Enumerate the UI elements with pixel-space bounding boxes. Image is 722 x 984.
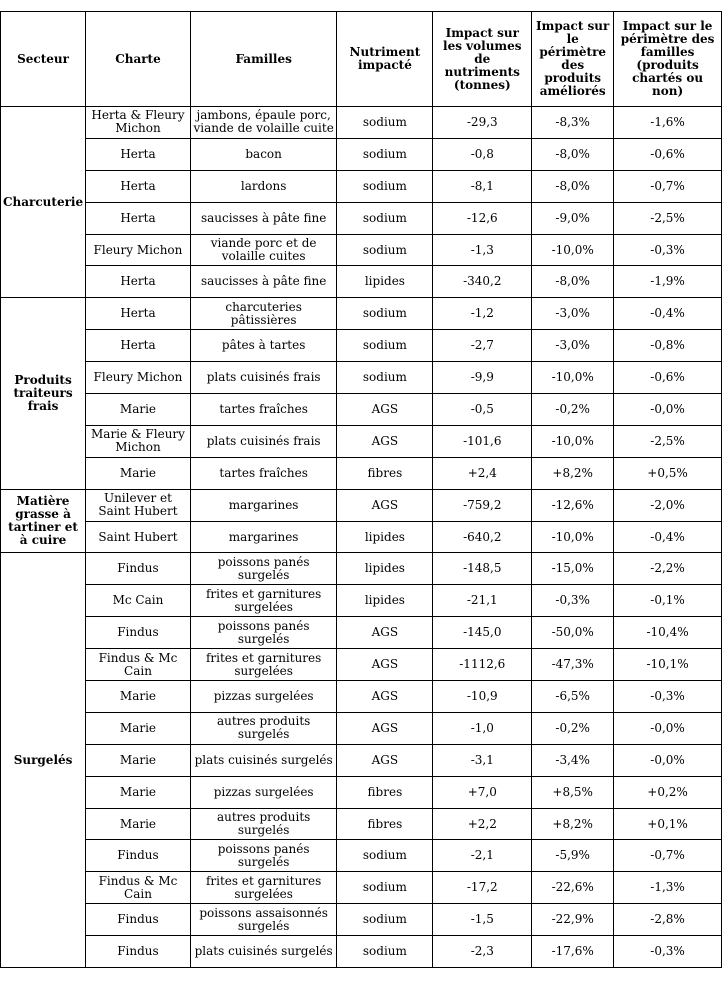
- perimetre-cell: -3,0%: [532, 298, 614, 330]
- perimetre-cell: +8,2%: [532, 808, 614, 840]
- nutriment-cell: sodium: [337, 330, 433, 362]
- volume-cell: -340,2: [433, 266, 532, 298]
- perimetre-familles-cell: -1,3%: [614, 872, 722, 904]
- charte-cell: Marie: [86, 457, 191, 489]
- header-nutriment: Nutriment impacté: [337, 12, 433, 107]
- volume-cell: -1,5: [433, 904, 532, 936]
- table-row: [1, 936, 722, 968]
- perimetre-familles-cell: -0,7%: [614, 170, 722, 202]
- nutriment-cell: sodium: [337, 107, 433, 139]
- charte-cell: Marie: [86, 808, 191, 840]
- perimetre-familles-cell: -0,6%: [614, 138, 722, 170]
- famille-cell: saucisses à pâte fine: [190, 202, 337, 234]
- volume-cell: -759,2: [433, 489, 532, 521]
- volume-cell: -21,1: [433, 585, 532, 617]
- perimetre-cell: -10,0%: [532, 521, 614, 553]
- table-row: [1, 585, 722, 617]
- nutriment-cell: AGS: [337, 394, 433, 426]
- famille-cell: plats cuisinés surgelés: [190, 936, 337, 968]
- sector-cell: Surgelés: [1, 553, 86, 968]
- table-row: [1, 649, 722, 681]
- volume-cell: -640,2: [433, 521, 532, 553]
- nutriment-cell: sodium: [337, 202, 433, 234]
- perimetre-cell: -8,3%: [532, 107, 614, 139]
- nutriment-cell: sodium: [337, 234, 433, 266]
- famille-cell: pâtes à tartes: [190, 330, 337, 362]
- table-row: [1, 202, 722, 234]
- charte-cell: Fleury Michon: [86, 362, 191, 394]
- nutriment-cell: AGS: [337, 744, 433, 776]
- famille-cell: autres produits surgelés: [190, 808, 337, 840]
- perimetre-familles-cell: -2,0%: [614, 489, 722, 521]
- famille-cell: charcuteries pâtissières: [190, 298, 337, 330]
- famille-cell: pizzas surgelées: [190, 776, 337, 808]
- perimetre-cell: -10,0%: [532, 234, 614, 266]
- volume-cell: -1,3: [433, 234, 532, 266]
- perimetre-cell: -9,0%: [532, 202, 614, 234]
- header-familles: Familles: [190, 12, 337, 107]
- nutriment-cell: AGS: [337, 617, 433, 649]
- volume-cell: +2,2: [433, 808, 532, 840]
- charte-cell: Unilever et Saint Hubert: [86, 489, 191, 521]
- volume-cell: -9,9: [433, 362, 532, 394]
- famille-cell: poissons assaisonnés surgelés: [190, 904, 337, 936]
- table-row: [1, 362, 722, 394]
- volume-cell: -145,0: [433, 617, 532, 649]
- perimetre-familles-cell: -10,4%: [614, 617, 722, 649]
- famille-cell: frites et garnitures surgelées: [190, 872, 337, 904]
- table-row: [1, 840, 722, 872]
- volume-cell: -0,8: [433, 138, 532, 170]
- volume-cell: -2,3: [433, 936, 532, 968]
- perimetre-familles-cell: -0,3%: [614, 936, 722, 968]
- header-row: [1, 12, 722, 107]
- volume-cell: -1,2: [433, 298, 532, 330]
- perimetre-cell: -50,0%: [532, 617, 614, 649]
- table-row: [1, 712, 722, 744]
- charte-cell: Findus & Mc Cain: [86, 649, 191, 681]
- perimetre-cell: -47,3%: [532, 649, 614, 681]
- perimetre-familles-cell: -0,4%: [614, 521, 722, 553]
- perimetre-cell: -0,2%: [532, 712, 614, 744]
- famille-cell: tartes fraîches: [190, 457, 337, 489]
- perimetre-cell: -22,6%: [532, 872, 614, 904]
- perimetre-cell: -15,0%: [532, 553, 614, 585]
- perimetre-familles-cell: -1,6%: [614, 107, 722, 139]
- table-row: [1, 170, 722, 202]
- sector-cell: Produits traiteurs frais: [1, 298, 86, 489]
- perimetre-cell: -0,3%: [532, 585, 614, 617]
- famille-cell: saucisses à pâte fine: [190, 266, 337, 298]
- header-perimetre-familles: Impact sur le périmètre des familles (produits chartés ou non): [614, 12, 722, 107]
- perimetre-familles-cell: -0,0%: [614, 394, 722, 426]
- table-row: [1, 681, 722, 713]
- nutriment-cell: AGS: [337, 425, 433, 457]
- nutriment-cell: sodium: [337, 170, 433, 202]
- perimetre-familles-cell: +0,2%: [614, 776, 722, 808]
- famille-cell: frites et garnitures surgelées: [190, 585, 337, 617]
- nutriment-cell: sodium: [337, 936, 433, 968]
- perimetre-familles-cell: -0,7%: [614, 840, 722, 872]
- perimetre-familles-cell: -0,0%: [614, 744, 722, 776]
- table-row: [1, 904, 722, 936]
- table-row: [1, 298, 722, 330]
- famille-cell: margarines: [190, 489, 337, 521]
- perimetre-cell: -12,6%: [532, 489, 614, 521]
- table-row: [1, 872, 722, 904]
- famille-cell: lardons: [190, 170, 337, 202]
- table-row: [1, 266, 722, 298]
- volume-cell: -148,5: [433, 553, 532, 585]
- famille-cell: plats cuisinés frais: [190, 425, 337, 457]
- perimetre-cell: -10,0%: [532, 425, 614, 457]
- perimetre-cell: -8,0%: [532, 170, 614, 202]
- header-perimetre: Impact sur le périmètre des produits améliorés: [532, 12, 614, 107]
- charte-cell: Herta: [86, 170, 191, 202]
- nutriment-cell: lipides: [337, 585, 433, 617]
- volume-cell: +7,0: [433, 776, 532, 808]
- perimetre-familles-cell: -0,4%: [614, 298, 722, 330]
- famille-cell: plats cuisinés frais: [190, 362, 337, 394]
- famille-cell: pizzas surgelées: [190, 681, 337, 713]
- famille-cell: margarines: [190, 521, 337, 553]
- perimetre-familles-cell: -2,8%: [614, 904, 722, 936]
- nutriment-cell: AGS: [337, 712, 433, 744]
- famille-cell: autres produits surgelés: [190, 712, 337, 744]
- table-row: [1, 808, 722, 840]
- perimetre-cell: -6,5%: [532, 681, 614, 713]
- charte-cell: Marie: [86, 712, 191, 744]
- charte-cell: Findus: [86, 904, 191, 936]
- charte-cell: Herta: [86, 138, 191, 170]
- famille-cell: jambons, épaule porc, viande de volaille cuite: [190, 107, 337, 139]
- table-row: [1, 489, 722, 521]
- perimetre-cell: -10,0%: [532, 362, 614, 394]
- perimetre-familles-cell: -2,5%: [614, 202, 722, 234]
- table-row: [1, 744, 722, 776]
- volume-cell: -101,6: [433, 425, 532, 457]
- nutriment-cell: sodium: [337, 872, 433, 904]
- nutriment-cell: sodium: [337, 362, 433, 394]
- nutriment-cell: fibres: [337, 776, 433, 808]
- perimetre-cell: -3,0%: [532, 330, 614, 362]
- charte-cell: Marie & Fleury Michon: [86, 425, 191, 457]
- nutriment-cell: fibres: [337, 457, 433, 489]
- perimetre-cell: -17,6%: [532, 936, 614, 968]
- nutriment-cell: lipides: [337, 521, 433, 553]
- perimetre-cell: -8,0%: [532, 138, 614, 170]
- table-row: [1, 553, 722, 585]
- charte-cell: Herta: [86, 202, 191, 234]
- volume-cell: -8,1: [433, 170, 532, 202]
- header-secteur: Secteur: [1, 12, 86, 107]
- perimetre-familles-cell: -0,8%: [614, 330, 722, 362]
- perimetre-familles-cell: -0,3%: [614, 681, 722, 713]
- impact-table: [0, 11, 722, 968]
- perimetre-familles-cell: -0,6%: [614, 362, 722, 394]
- table-row: [1, 330, 722, 362]
- charte-cell: Marie: [86, 776, 191, 808]
- nutriment-cell: lipides: [337, 266, 433, 298]
- volume-cell: -2,1: [433, 840, 532, 872]
- table-row: [1, 107, 722, 139]
- perimetre-cell: -5,9%: [532, 840, 614, 872]
- perimetre-familles-cell: +0,1%: [614, 808, 722, 840]
- nutriment-cell: sodium: [337, 298, 433, 330]
- charte-cell: Findus: [86, 617, 191, 649]
- nutriment-cell: fibres: [337, 808, 433, 840]
- nutriment-cell: AGS: [337, 489, 433, 521]
- nutriment-cell: sodium: [337, 138, 433, 170]
- nutriment-cell: sodium: [337, 840, 433, 872]
- volume-cell: -0,5: [433, 394, 532, 426]
- charte-cell: Saint Hubert: [86, 521, 191, 553]
- perimetre-familles-cell: +0,5%: [614, 457, 722, 489]
- perimetre-familles-cell: -0,1%: [614, 585, 722, 617]
- table-row: [1, 234, 722, 266]
- famille-cell: plats cuisinés surgelés: [190, 744, 337, 776]
- famille-cell: poissons panés surgelés: [190, 840, 337, 872]
- table-row: [1, 617, 722, 649]
- table-row: [1, 521, 722, 553]
- perimetre-familles-cell: -0,3%: [614, 234, 722, 266]
- volume-cell: -29,3: [433, 107, 532, 139]
- charte-cell: Findus: [86, 936, 191, 968]
- volume-cell: +2,4: [433, 457, 532, 489]
- famille-cell: viande porc et de volaille cuites: [190, 234, 337, 266]
- charte-cell: Marie: [86, 744, 191, 776]
- volume-cell: -1,0: [433, 712, 532, 744]
- famille-cell: bacon: [190, 138, 337, 170]
- charte-cell: Findus: [86, 840, 191, 872]
- table-row: [1, 776, 722, 808]
- charte-cell: Findus: [86, 553, 191, 585]
- perimetre-familles-cell: -2,2%: [614, 553, 722, 585]
- perimetre-cell: -3,4%: [532, 744, 614, 776]
- perimetre-cell: -8,0%: [532, 266, 614, 298]
- charte-cell: Findus & Mc Cain: [86, 872, 191, 904]
- perimetre-familles-cell: -2,5%: [614, 425, 722, 457]
- nutriment-cell: AGS: [337, 649, 433, 681]
- volume-cell: -2,7: [433, 330, 532, 362]
- charte-cell: Herta & Fleury Michon: [86, 107, 191, 139]
- charte-cell: Marie: [86, 394, 191, 426]
- nutriment-cell: AGS: [337, 681, 433, 713]
- perimetre-familles-cell: -10,1%: [614, 649, 722, 681]
- volume-cell: -10,9: [433, 681, 532, 713]
- header-charte: Charte: [86, 12, 191, 107]
- volume-cell: -3,1: [433, 744, 532, 776]
- table-body: [1, 107, 722, 968]
- nutriment-cell: lipides: [337, 553, 433, 585]
- sector-cell: Matière grasse à tartiner et à cuire: [1, 489, 86, 553]
- charte-cell: Herta: [86, 266, 191, 298]
- header-volumes: Impact sur les volumes de nutriments (tonnes): [433, 12, 532, 107]
- charte-cell: Herta: [86, 330, 191, 362]
- table-row: [1, 457, 722, 489]
- perimetre-familles-cell: -0,0%: [614, 712, 722, 744]
- table-row: [1, 394, 722, 426]
- charte-cell: Fleury Michon: [86, 234, 191, 266]
- sector-cell: Charcuterie: [1, 107, 86, 298]
- famille-cell: frites et garnitures surgelées: [190, 649, 337, 681]
- volume-cell: -17,2: [433, 872, 532, 904]
- famille-cell: poissons panés surgelés: [190, 617, 337, 649]
- volume-cell: -12,6: [433, 202, 532, 234]
- perimetre-cell: -0,2%: [532, 394, 614, 426]
- table-row: [1, 138, 722, 170]
- perimetre-familles-cell: -1,9%: [614, 266, 722, 298]
- charte-cell: Mc Cain: [86, 585, 191, 617]
- volume-cell: -1112,6: [433, 649, 532, 681]
- table-row: [1, 425, 722, 457]
- charte-cell: Marie: [86, 681, 191, 713]
- perimetre-cell: -22,9%: [532, 904, 614, 936]
- nutriment-cell: sodium: [337, 904, 433, 936]
- famille-cell: tartes fraîches: [190, 394, 337, 426]
- perimetre-cell: +8,2%: [532, 457, 614, 489]
- famille-cell: poissons panés surgelés: [190, 553, 337, 585]
- perimetre-cell: +8,5%: [532, 776, 614, 808]
- charte-cell: Herta: [86, 298, 191, 330]
